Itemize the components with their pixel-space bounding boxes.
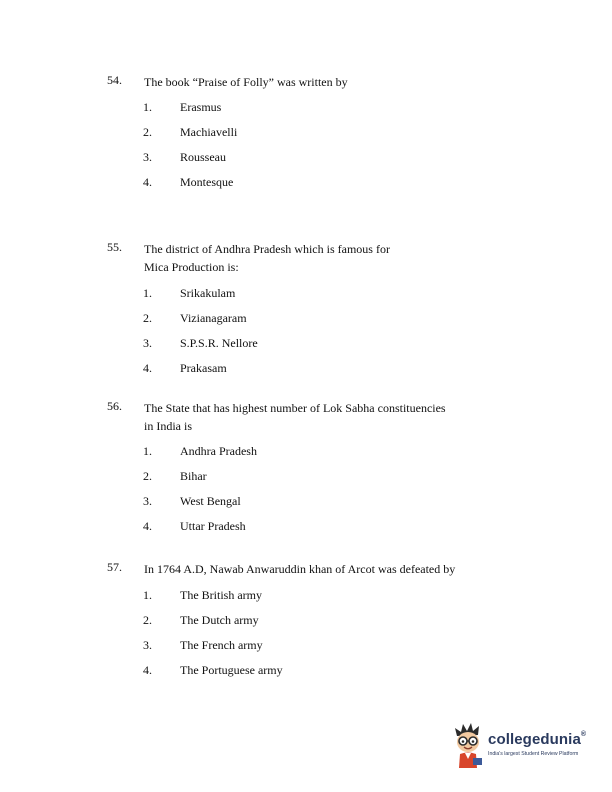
option-55-2: 2. Vizianagaram xyxy=(143,311,247,325)
question-text: In 1764 A.D, Nawab Anwaruddin khan of Arcot was defeated by xyxy=(144,562,456,576)
question-text: The State that has highest number of Lok Sabha constituencies in India is xyxy=(144,401,446,433)
question-text: The district of Andhra Pradesh which is famous for Mica Production is: xyxy=(144,242,390,274)
student-mascot-icon xyxy=(451,722,485,768)
option-57-1: 1. The British army xyxy=(143,588,262,602)
option-55-1: 1. Srikakulam xyxy=(143,286,236,300)
logo-wordmark: collegedunia® xyxy=(488,731,587,748)
option-54-2: 2. Machiavelli xyxy=(143,125,238,139)
option-55-4: 4. Prakasam xyxy=(143,361,227,375)
option-56-1: 1. Andhra Pradesh xyxy=(143,444,257,458)
option-57-4: 4. The Portuguese army xyxy=(143,663,283,677)
logo-tagline: India's largest Student Review Platform xyxy=(488,751,579,757)
question-number: 57. xyxy=(107,560,122,574)
option-55-3: 3. S.P.S.R. Nellore xyxy=(143,336,258,350)
collegedunia-logo xyxy=(451,722,601,770)
question-number: 55. xyxy=(107,240,122,254)
option-56-4: 4. Uttar Pradesh xyxy=(143,519,246,533)
question-number: 54. xyxy=(107,73,122,87)
option-54-1: 1. Erasmus xyxy=(143,100,222,114)
option-57-3: 3. The French army xyxy=(143,638,263,652)
option-57-2: 2. The Dutch army xyxy=(143,613,259,627)
question-number: 56. xyxy=(107,399,122,413)
option-54-3: 3. Rousseau xyxy=(143,150,226,164)
option-54-4: 4. Montesque xyxy=(143,175,234,189)
option-56-2: 2. Bihar xyxy=(143,469,207,483)
option-56-3: 3. West Bengal xyxy=(143,494,241,508)
question-text: The book “Praise of Folly” was written by xyxy=(144,75,348,89)
